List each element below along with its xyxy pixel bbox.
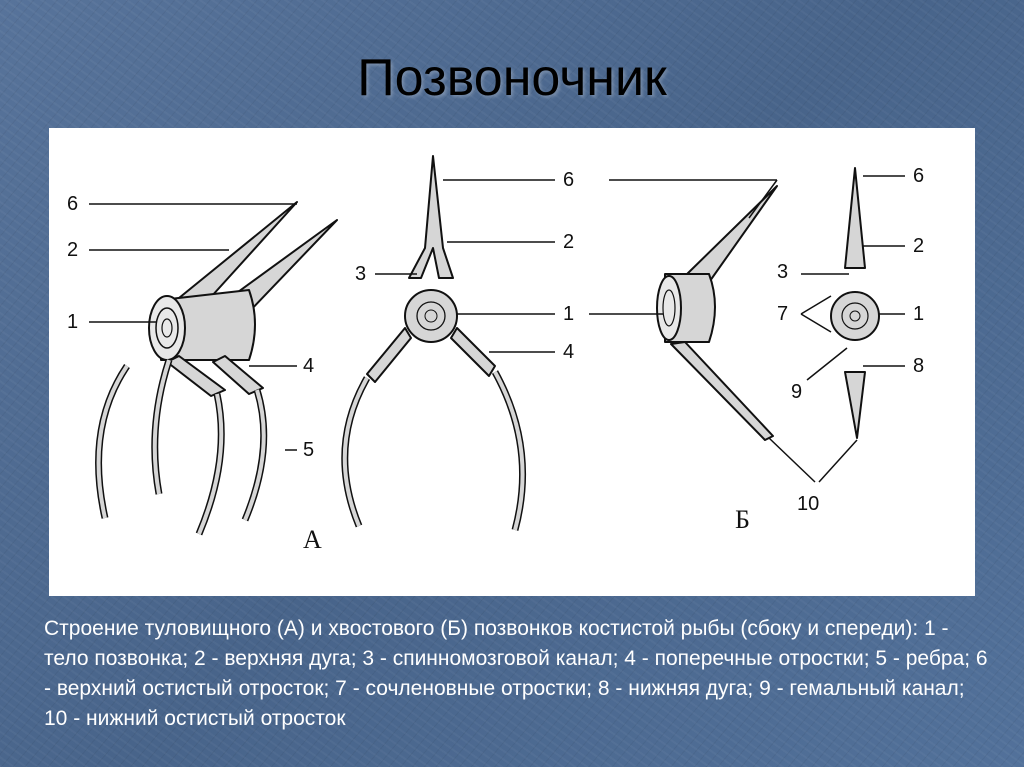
label-b-7: 7 <box>777 303 789 325</box>
label-a-front-1: 1 <box>563 303 575 325</box>
label-b-10: 10 <box>797 493 820 515</box>
label-a-side-4: 4 <box>303 355 315 377</box>
tail-vertebra-side <box>589 180 777 440</box>
figure-caption: Строение туловищного (А) и хвостового (Б) позвонков костистой рыбы (сбоку и спереди): 1 - тело позвонка; 2 - верхняя дуга; 3 - спинномозговой канал; 4 - поперечные отростки; 5 - ребра; 6 - верхний остистый отросток; 7 - сочленовные отростки; 8 - нижняя дуга; 9 - гемальный канал; 10 - нижний остистый отросток <box>44 617 988 730</box>
trunk-vertebra-side <box>89 202 337 534</box>
trunk-vertebra-front <box>345 156 555 530</box>
label-a-front-6: 6 <box>563 169 575 191</box>
label-a-side-1: 1 <box>67 311 79 333</box>
vertebra-figure <box>49 128 975 596</box>
slide-title: Позвоночник <box>357 49 667 107</box>
label-b-8: 8 <box>913 355 925 377</box>
label-a-front-3: 3 <box>355 263 367 285</box>
label-a-side-2: 2 <box>67 239 79 261</box>
label-a-front-2: 2 <box>563 231 575 253</box>
label-b-6: 6 <box>913 165 925 187</box>
vertebra-drawing <box>49 128 975 596</box>
label-b-2: 2 <box>913 235 925 257</box>
label-a-side-5: 5 <box>303 439 315 461</box>
label-a-front-4: 4 <box>563 341 575 363</box>
panel-letter-a: А <box>303 525 322 554</box>
label-b-9: 9 <box>791 381 803 403</box>
panel-letter-b: Б <box>735 505 750 534</box>
label-a-side-6: 6 <box>67 193 79 215</box>
label-b-1: 1 <box>913 303 925 325</box>
tail-vertebra-front <box>769 168 905 482</box>
label-b-3: 3 <box>777 261 789 283</box>
